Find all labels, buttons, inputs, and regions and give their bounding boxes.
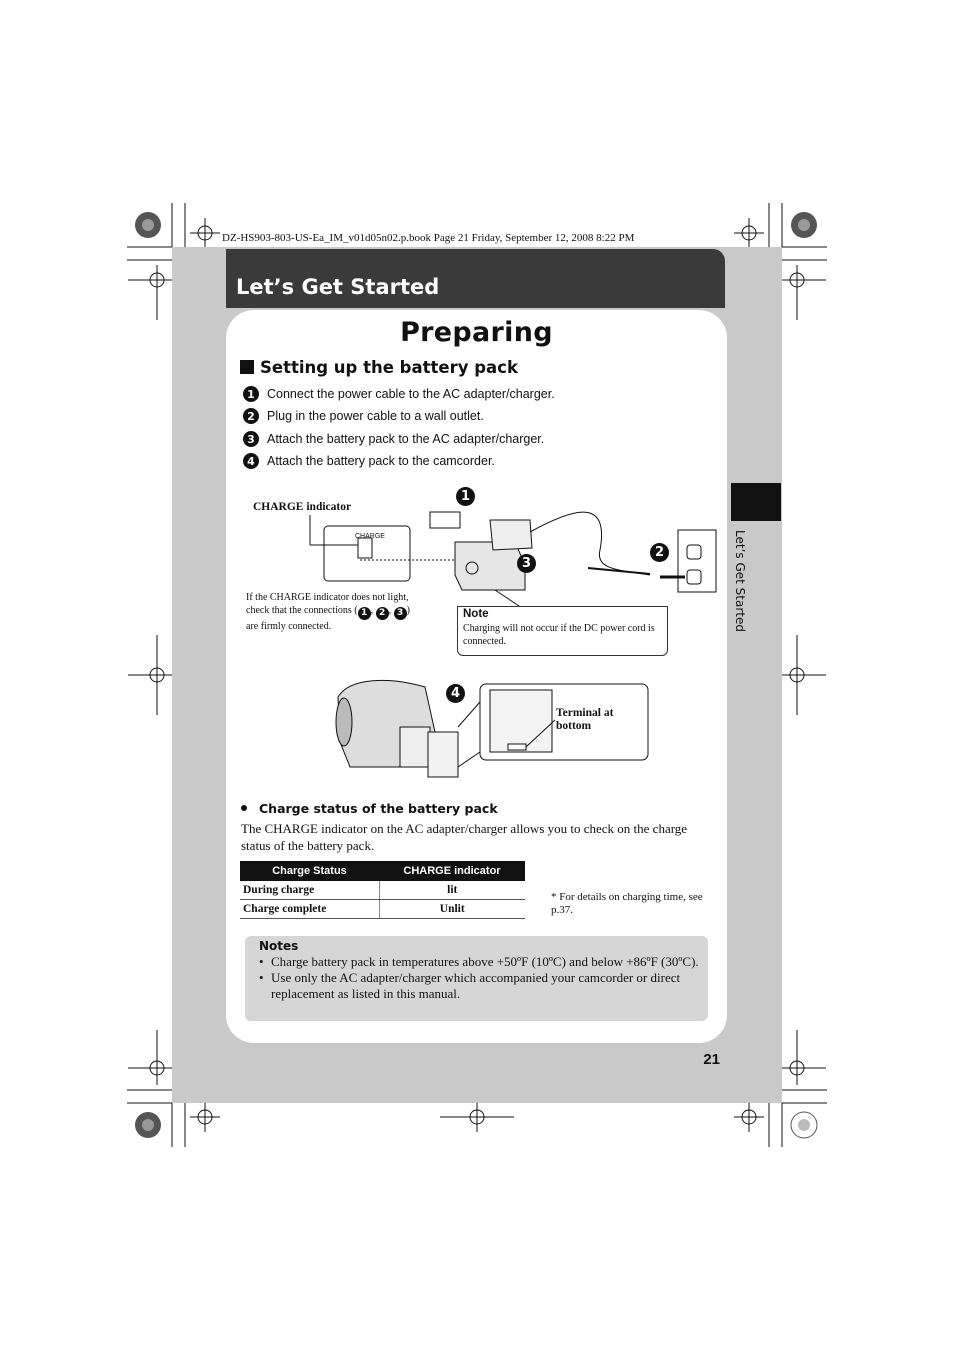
step-3 xyxy=(243,431,544,447)
section-title: Let’s Get Started xyxy=(236,275,440,299)
connection-1-badge: 1 xyxy=(358,607,371,620)
indicator-cell: Unlit xyxy=(379,900,525,919)
terminal-label: Terminal at bottom xyxy=(556,707,614,732)
table-row xyxy=(240,881,525,900)
square-bullet-icon xyxy=(240,360,254,374)
charging-time-footnote: * For details on charging time, see p.37. xyxy=(551,891,703,916)
charge-status-table xyxy=(240,861,525,919)
note-text: Charging will not occur if the DC power cord is connected. xyxy=(463,623,655,647)
callout-2: 2 xyxy=(650,543,669,562)
connection-check-text: If the CHARGE indicator does not light, check that the connections ( 1 , 2 , 3 ) are firmly connected. xyxy=(246,592,410,632)
column-header: Charge Status xyxy=(240,861,379,881)
step-text: Connect the power cable to the AC adapter/charger. xyxy=(267,387,555,401)
callout-4: 4 xyxy=(446,684,465,703)
bullet-dot-icon xyxy=(241,805,247,811)
step-1 xyxy=(243,386,555,402)
callout-1: 1 xyxy=(456,487,475,506)
note-title: Note xyxy=(463,608,489,620)
table-row xyxy=(240,900,525,919)
column-header: CHARGE indicator xyxy=(379,861,525,881)
status-cell: Charge complete xyxy=(240,900,379,919)
notes-list xyxy=(259,954,699,1002)
list-item: • Use only the AC adapter/charger which accompanied your camcorder or direct replacement as listed in this manual. xyxy=(259,970,699,1002)
step-number-badge: 2 xyxy=(243,408,259,424)
step-4 xyxy=(243,453,495,469)
subheading: Setting up the battery pack xyxy=(240,358,518,377)
page-number: 21 xyxy=(703,1051,720,1068)
step-text: Attach the battery pack to the camcorder. xyxy=(267,454,495,468)
table-header-row xyxy=(240,861,525,881)
indicator-cell: lit xyxy=(379,881,525,900)
print-header: DZ-HS903-803-US-Ea_IM_v01d05n02.p.book Page 21 Friday, September 12, 2008 8:22 PM xyxy=(222,232,635,244)
connection-3-badge: 3 xyxy=(394,607,407,620)
connection-2-badge: 2 xyxy=(376,607,389,620)
side-tab-marker xyxy=(731,483,781,521)
step-2 xyxy=(243,408,484,424)
charge-lamp-text: CHARGE xyxy=(355,533,385,540)
step-text: Plug in the power cable to a wall outlet. xyxy=(267,409,484,423)
step-number-badge: 3 xyxy=(243,431,259,447)
step-number-badge: 1 xyxy=(243,386,259,402)
step-number-badge: 4 xyxy=(243,453,259,469)
status-cell: During charge xyxy=(240,881,379,900)
charge-indicator-label: CHARGE indicator xyxy=(253,501,352,513)
charge-status-heading: Charge status of the battery pack xyxy=(241,801,498,816)
side-tab-label: Let’s Get Started xyxy=(733,530,747,632)
page-title: Preparing xyxy=(400,317,553,348)
notes-title: Notes xyxy=(259,939,299,953)
list-item: • Charge battery pack in temperatures above +50ºF (10ºC) and below +86ºF (30ºC). xyxy=(259,954,699,970)
callout-3: 3 xyxy=(517,554,536,573)
step-text: Attach the battery pack to the AC adapter/charger. xyxy=(267,432,545,446)
charge-status-intro: The CHARGE indicator on the AC adapter/charger allows you to check on the charge status of the battery pack. xyxy=(241,821,688,853)
